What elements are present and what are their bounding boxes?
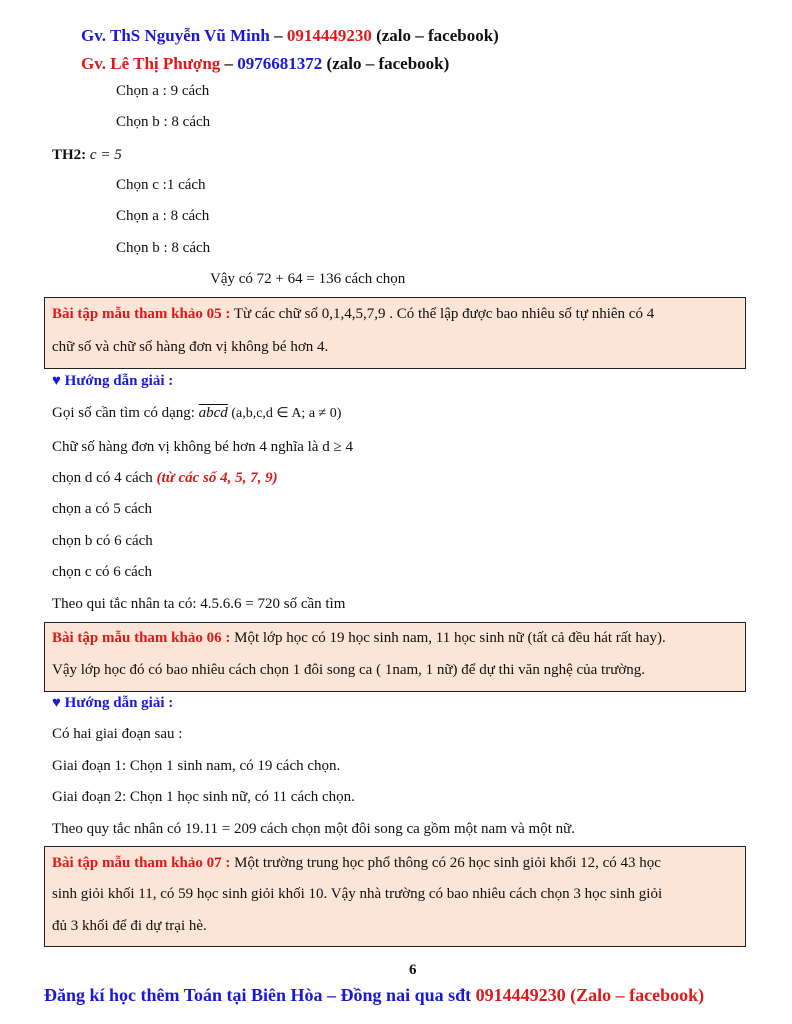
exercise-06-line-1 [52, 629, 666, 647]
th2-line [52, 146, 122, 164]
teacher1-phone: 0914449230 [286, 26, 372, 45]
solution-05-line-3-pre: chọn d có 4 cách [52, 470, 157, 486]
solution-05-line-3-note: (từ các số 4, 5, 7, 9) [156, 470, 278, 486]
teacher2-contact: (zalo – facebook) [326, 54, 450, 73]
footer-red-text: 0914449230 (Zalo – facebook) [475, 985, 705, 1005]
exercise-07-text-1: Một trường trung học phổ thông có 26 học sinh giỏi khối 12, có 43 học [230, 855, 661, 871]
solution-05-line-6: chọn c có 6 cách [52, 564, 152, 580]
solution-05-line-5: chọn b có 6 cách [52, 533, 153, 549]
solution-06-heading: ♥ Hướng dẫn giải : [52, 695, 174, 711]
intro-conclusion: Vậy có 72 + 64 = 136 cách chọn [210, 271, 406, 287]
solution-05-line-1 [52, 404, 341, 423]
th2-expression: c = 5 [89, 147, 122, 163]
intro-line-4: Chọn a : 8 cách [116, 208, 210, 224]
exercise-07-text-2: sinh giỏi khối 11, có 59 học sinh giỏi khối 10. Vậy nhà trường có bao nhiêu cách chọn 3 học sinh giỏi [52, 886, 663, 902]
solution-05-line-1-post: (a,b,c,d ∈ A; a ≠ 0) [227, 406, 342, 421]
intro-line-3: Chọn c :1 cách [116, 177, 206, 193]
exercise-06-text-2: Vậy lớp học đó có bao nhiêu cách chọn 1 đôi song ca ( 1nam, 1 nữ) để dự thi văn nghệ của trường. [52, 662, 646, 678]
teacher1-name: Gv. ThS Nguyễn Vũ Minh [81, 26, 270, 45]
solution-05-line-7: Theo qui tắc nhân ta có: 4.5.6.6 = 720 số cần tìm [52, 596, 346, 612]
exercise-05-text-2: chữ số và chữ số hàng đơn vị không bé hơn 4. [52, 339, 329, 355]
footer-blue-text: Đăng kí học thêm Toán tại Biên Hòa – Đồng nai qua sđt [44, 985, 476, 1005]
footer [44, 986, 704, 1004]
exercise-07-text-3: đủ 3 khối để đi dự trại hè. [52, 918, 207, 934]
header-dash: – [224, 54, 234, 73]
th2-label: TH2: [52, 147, 87, 163]
solution-05-line-4: chọn a có 5 cách [52, 501, 152, 517]
solution-06-line-4: Theo quy tắc nhân có 19.11 = 209 cách chọn một đôi song ca gồm một nam và một nữ. [52, 821, 576, 837]
solution-05-line-3 [52, 469, 278, 487]
exercise-05-box [44, 297, 746, 369]
exercise-06-text-1: Một lớp học có 19 học sinh nam, 11 học sinh nữ (tất cả đều hát rất hay). [230, 630, 666, 646]
solution-06-line-1: Có hai giai đoạn sau : [52, 726, 183, 742]
intro-line-5: Chọn b : 8 cách [116, 240, 211, 256]
solution-06-line-2: Giai đoạn 1: Chọn 1 sinh nam, có 19 cách chọn. [52, 758, 341, 774]
header-teacher2 [81, 55, 449, 73]
intro-line-2: Chọn b : 8 cách [116, 114, 211, 130]
exercise-06-box [44, 622, 746, 692]
teacher2-name: Gv. Lê Thị Phượng [81, 54, 221, 73]
header-dash: – [274, 26, 283, 45]
header-teacher1 [81, 27, 499, 45]
exercise-05-line-1 [52, 305, 654, 323]
exercise-05-title: Bài tập mẫu tham khảo 05 : [52, 306, 231, 322]
exercise-07-box [44, 846, 746, 947]
exercise-06-title: Bài tập mẫu tham khảo 06 : [52, 630, 231, 646]
solution-05-line-2: Chữ số hàng đơn vị không bé hơn 4 nghĩa là d ≥ 4 [52, 439, 353, 455]
exercise-07-line-1 [52, 854, 661, 872]
solution-05-line-1-pre: Gọi số cần tìm có dạng: [52, 405, 199, 421]
teacher2-phone: 0976681372 [237, 54, 323, 73]
exercise-05-text-1: Từ các chữ số 0,1,4,5,7,9 . Có thể lập được bao nhiêu số tự nhiên có 4 [230, 306, 655, 322]
exercise-07-title: Bài tập mẫu tham khảo 07 : [52, 855, 231, 871]
page-number: 6 [409, 962, 417, 978]
intro-line-1: Chọn a : 9 cách [116, 83, 210, 99]
solution-05-heading: ♥ Hướng dẫn giải : [52, 373, 174, 389]
solution-06-line-3: Giai đoạn 2: Chọn 1 học sinh nữ, có 11 cách chọn. [52, 789, 355, 805]
abcd-overline: abcd [198, 405, 228, 421]
teacher1-contact: (zalo – facebook) [376, 26, 499, 45]
